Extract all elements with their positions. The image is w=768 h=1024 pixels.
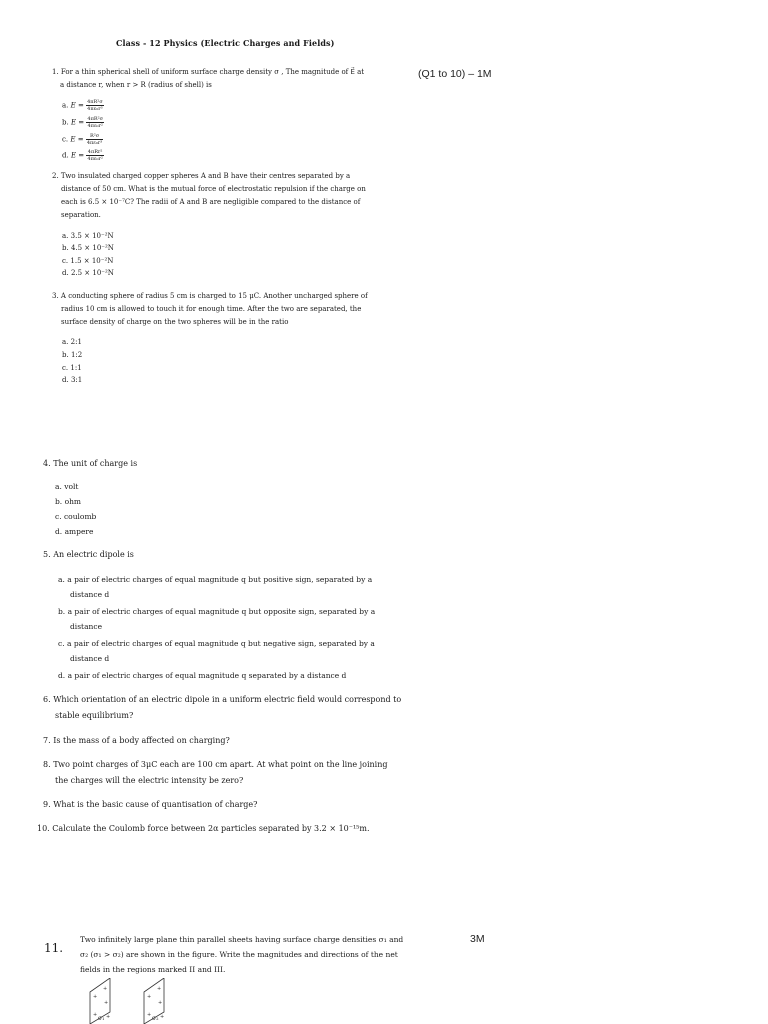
option-2a: a. 3.5 × 10⁻²N bbox=[62, 232, 114, 240]
option-3d: d. 3:1 bbox=[62, 376, 83, 384]
question-5: 5. An electric dipole is bbox=[43, 550, 134, 559]
svg-text:+: + bbox=[103, 986, 108, 992]
option-1b: b. E = $\frac{\text{4πR²σ}}{\text{4πε₀r²}}$ bbox=[62, 116, 104, 129]
option-5a: a. a pair of electric charges of equal magnitude q but positive sign, separated by a distance d bbox=[58, 575, 373, 599]
svg-text:+: + bbox=[147, 994, 152, 1000]
question-6: 6. Which orientation of an electric dipole in a uniform electric field would correspond to stable equilibrium? bbox=[43, 695, 402, 720]
option-4a: a. volt bbox=[55, 482, 79, 491]
question-9: 9. What is the basic cause of quantisation of charge? bbox=[43, 800, 258, 809]
option-3c: c. 1:1 bbox=[62, 364, 82, 372]
option-4c: c. coulomb bbox=[55, 512, 97, 521]
marks-label-section2: 3M bbox=[470, 933, 485, 945]
question-2: 2. Two insulated charged copper spheres A and B have their centres separated by a distance of 50 cm. What is the mutual force of electrostatic repulsion if the charge on each is 6.5 × 10⁻⁷C? The radii of A and B are negligible compared to the distance of separation. bbox=[52, 172, 366, 219]
marks-label-section1: (Q1 to 10) – 1M bbox=[418, 68, 492, 80]
option-4b: b. ohm bbox=[55, 497, 82, 506]
option-1a: a. E = $\frac{\text{4πR²σ}}{\text{4πε₀r³}}$ bbox=[62, 99, 103, 112]
option-2b: b. 4.5 × 10⁻²N bbox=[62, 244, 114, 252]
svg-text:+: + bbox=[93, 1012, 98, 1018]
sheet-2-label: σ₂ bbox=[152, 1015, 159, 1022]
question-11-number: 11. bbox=[44, 941, 64, 955]
question-1 bbox=[52, 66, 382, 92]
question-8: 8. Two point charges of 3μC each are 100 cm apart. At what point on the line joining the charges will the electric intensity be zero? bbox=[43, 760, 388, 785]
sheet-1-label: σ₁ bbox=[98, 1015, 105, 1022]
option-1c: c. E = $\frac{\text{R²σ}}{\text{4πε₀r³}}$ bbox=[62, 133, 103, 146]
option-2d: d. 2.5 × 10⁻²N bbox=[62, 269, 114, 277]
svg-text:+: + bbox=[93, 994, 98, 1000]
question-7: 7. Is the mass of a body affected on charging? bbox=[43, 736, 230, 745]
option-3b: b. 1:2 bbox=[62, 351, 83, 359]
parallel-sheets-figure bbox=[84, 978, 194, 1024]
svg-text:+: + bbox=[158, 1000, 163, 1006]
svg-text:+: + bbox=[106, 1014, 111, 1020]
question-text: For a thin spherical shell of uniform surface charge density σ , The magnitude of E⃗ at bbox=[60, 68, 365, 76]
page-title: Class - 12 Physics (Electric Charges and Fields) bbox=[116, 38, 335, 48]
question-10: 10. Calculate the Coulomb force between 2α particles separated by 3.2 × 10⁻¹⁵m. bbox=[37, 824, 370, 833]
option-4d: d. ampere bbox=[55, 527, 94, 536]
svg-text:+: + bbox=[147, 1012, 152, 1018]
question-3: 3. A conducting sphere of radius 5 cm is charged to 15 μC. Another uncharged sphere of radius 10 cm is allowed to touch it for enough time. After the two are separated, the surface density of charge on the two spheres will be in the ratio bbox=[52, 292, 368, 326]
option-3a: a. 2:1 bbox=[62, 338, 82, 346]
svg-text:+: + bbox=[104, 1000, 109, 1006]
option-5c: c. a pair of electric charges of equal magnitude q but negative sign, separated by a distance d bbox=[58, 639, 375, 663]
question-text-cont: a distance r, when r > R (radius of shell) is bbox=[60, 81, 212, 89]
option-5d: d. a pair of electric charges of equal magnitude q separated by a distance d bbox=[58, 671, 347, 680]
svg-text:+: + bbox=[157, 986, 162, 992]
option-2c: c. 1.5 × 10⁻²N bbox=[62, 257, 114, 265]
option-5b: b. a pair of electric charges of equal magnitude q but opposite sign, separated by a distance bbox=[58, 607, 376, 631]
question-4: 4. The unit of charge is bbox=[43, 459, 138, 468]
question-11-text: Two infinitely large plane thin parallel sheets having surface charge densities σ₁ and σ₂ (σ₁ > σ₂) are shown in the figure. Write the magnitudes and directions of the net fields in the regions marked II and III. bbox=[80, 935, 404, 974]
svg-text:+: + bbox=[160, 1014, 165, 1020]
option-1d: d. E = $\frac{\text{4πRr²}}{\text{4πε₀r²}}$ bbox=[62, 149, 103, 162]
question-number: 1. bbox=[52, 68, 59, 76]
